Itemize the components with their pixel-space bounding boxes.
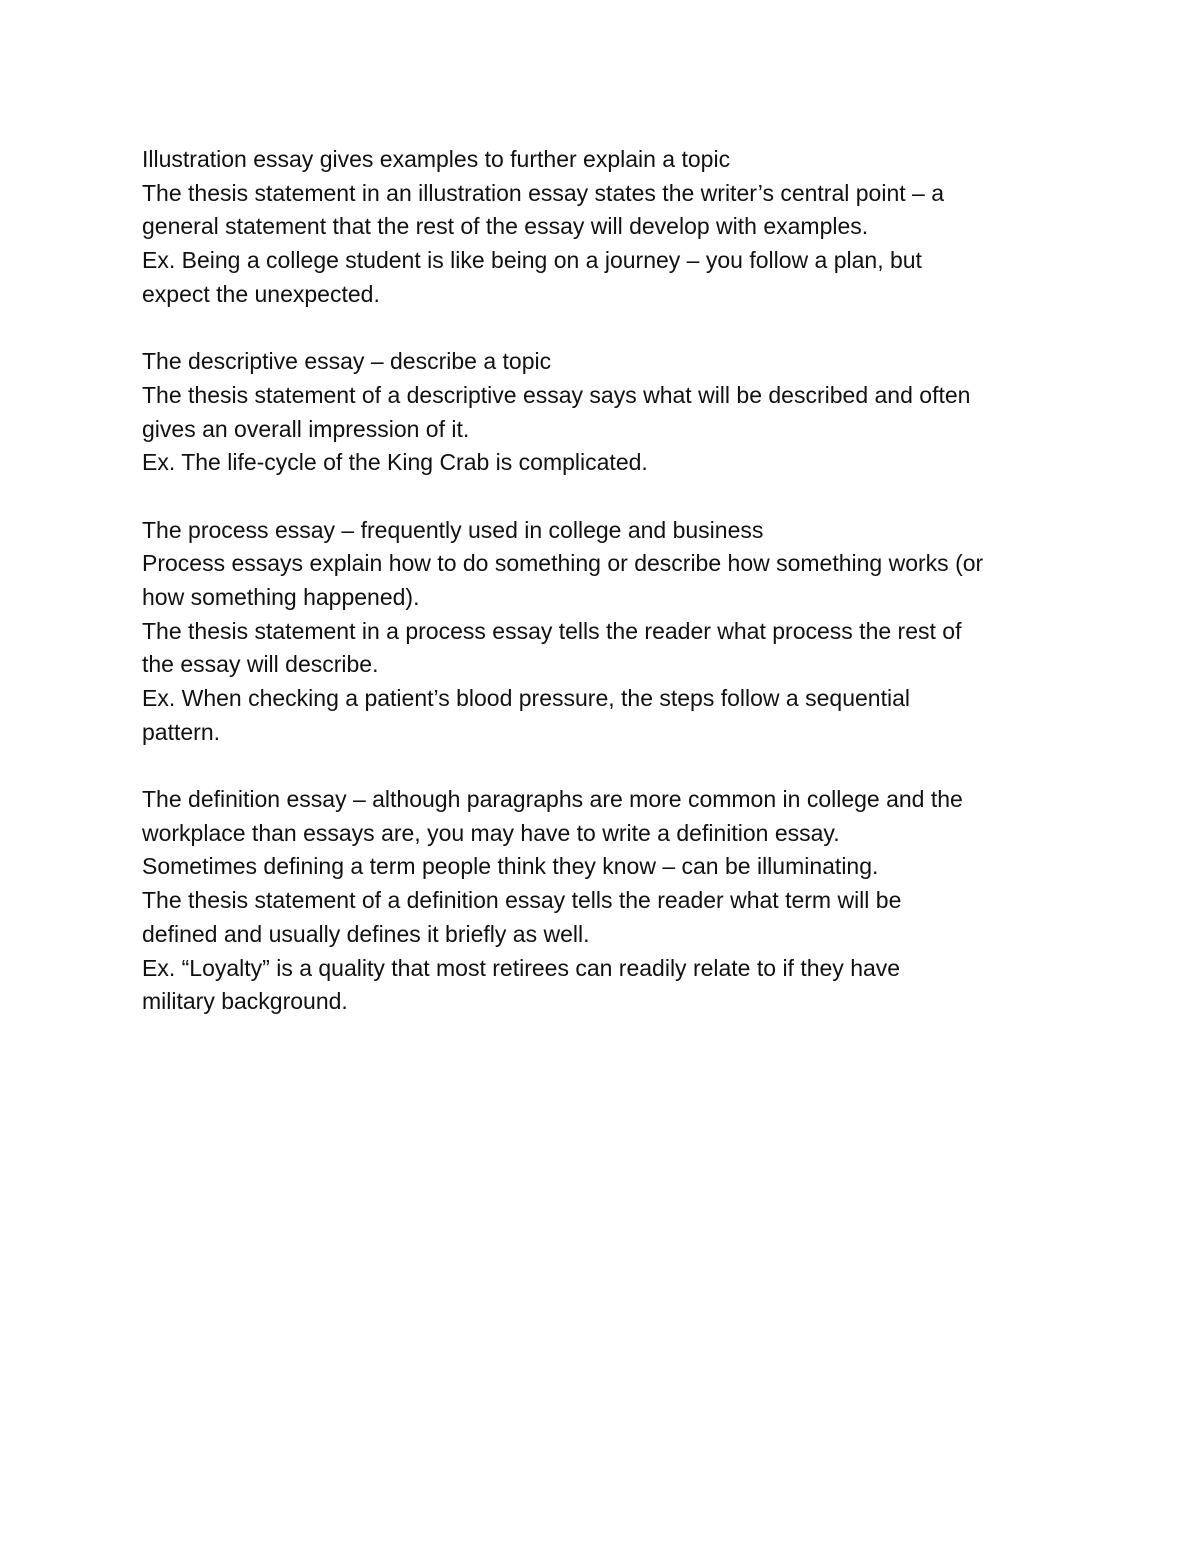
text-line: The thesis statement of a definition essay tells the reader what term will be <box>142 887 902 914</box>
text-line: how something happened). <box>142 583 420 610</box>
document-body <box>142 143 1082 1019</box>
text-line: Sometimes defining a term people think they know – can be illuminating. <box>142 853 879 880</box>
text-line: Process essays explain how to do something or describe how something works (or <box>142 550 984 577</box>
text-line: general statement that the rest of the essay will develop with examples. <box>142 213 869 240</box>
text-line: military background. <box>142 988 348 1015</box>
text-line: The thesis statement of a descriptive essay says what will be described and often <box>142 381 971 408</box>
text-line: The descriptive essay – describe a topic <box>142 348 552 375</box>
text-line: The definition essay – although paragraphs are more common in college and the <box>142 786 963 813</box>
text-line: defined and usually defines it briefly as well. <box>142 920 590 947</box>
text-line: Ex. The life-cycle of the King Crab is complicated. <box>142 449 648 476</box>
paragraph-gap <box>142 480 1082 514</box>
text-line: The process essay – frequently used in college and business <box>142 516 764 543</box>
text-line: The thesis statement in an illustration essay states the writer’s central point – a <box>142 179 944 206</box>
text-line: expect the unexpected. <box>142 280 380 307</box>
paragraph-gap <box>142 749 1082 783</box>
text-line: Ex. When checking a patient’s blood pressure, the steps follow a sequential <box>142 685 910 711</box>
text-line: workplace than essays are, you may have to write a definition essay. <box>142 819 840 846</box>
text-line: Ex. Being a college student is like being on a journey – you follow a plan, but <box>142 247 922 274</box>
paragraph-gap <box>142 311 1082 345</box>
text-line: Illustration essay gives examples to further explain a topic <box>142 146 731 172</box>
text-line: The thesis statement in a process essay tells the reader what process the rest of <box>142 617 962 644</box>
text-line: pattern. <box>142 718 220 745</box>
text-line: the essay will describe. <box>142 651 379 678</box>
text-line: gives an overall impression of it. <box>142 415 470 442</box>
text-line: Ex. “Loyalty” is a quality that most retirees can readily relate to if they have <box>142 954 901 981</box>
